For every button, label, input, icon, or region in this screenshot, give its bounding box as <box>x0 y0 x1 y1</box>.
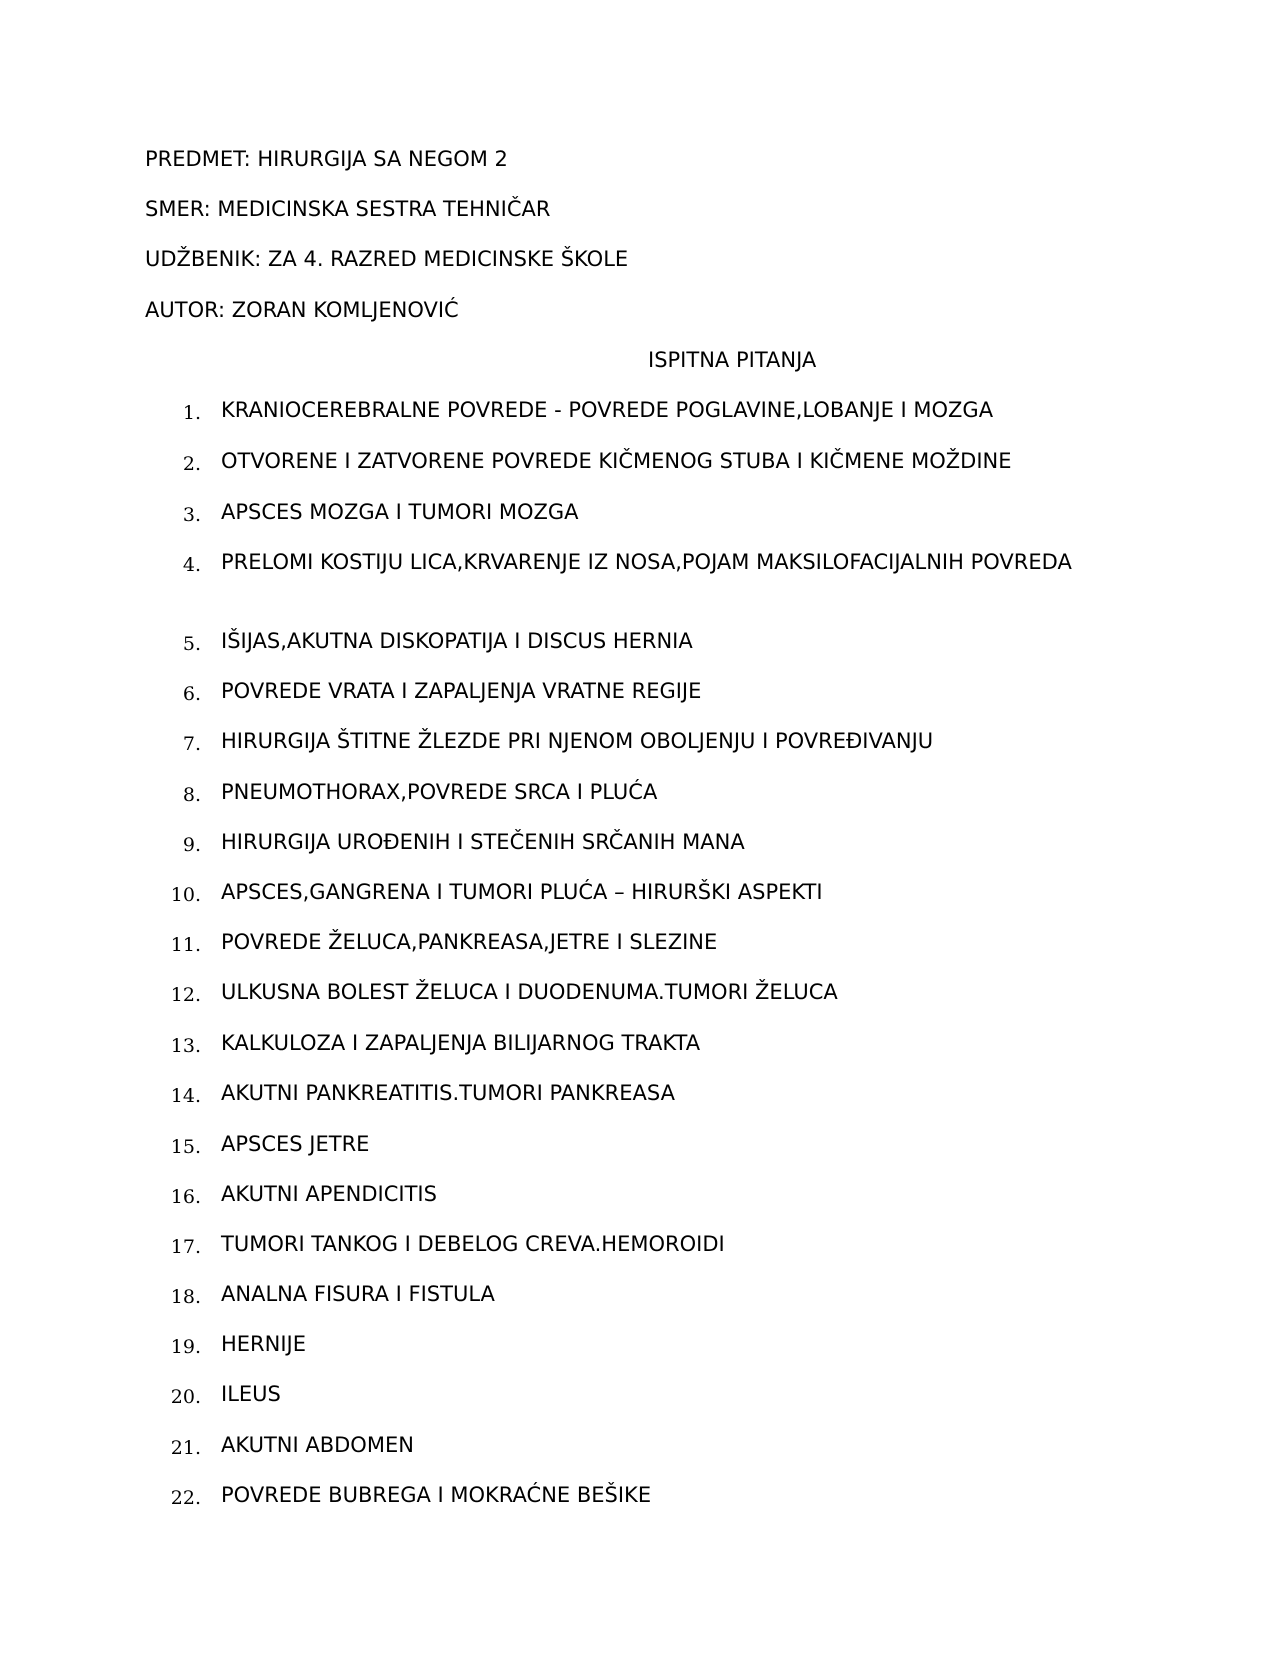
item-number: 13. <box>170 1035 201 1057</box>
item-number: 8. <box>182 784 201 806</box>
item-number: 2. <box>182 453 201 475</box>
item-number: 19. <box>170 1336 201 1358</box>
item-text: PRELOMI KOSTIJU LICA,KRVARENJE IZ NOSA,POJAM MAKSILOFACIJALNIH POVREDA <box>221 550 1072 574</box>
subject-line: PREDMET: HIRURGIJA SA NEGOM 2 <box>145 147 508 171</box>
item-number: 7. <box>182 733 201 755</box>
item-text: POVREDE ŽELUCA,PANKREASA,JETRE I SLEZINE <box>221 930 718 954</box>
item-text: ANALNA FISURA I FISTULA <box>221 1282 495 1306</box>
item-text: IŠIJAS,AKUTNA DISKOPATIJA I DISCUS HERNIA <box>221 629 693 653</box>
item-text: HERNIJE <box>221 1332 307 1356</box>
item-text: APSCES,GANGRENA I TUMORI PLUĆA – HIRURŠKI ASPEKTI <box>221 880 823 904</box>
item-number: 21. <box>170 1437 201 1459</box>
item-number: 1. <box>182 402 201 424</box>
item-text: HIRURGIJA ŠTITNE ŽLEZDE PRI NJENOM OBOLJENJU I POVREĐIVANJU <box>221 729 934 753</box>
course-line: SMER: MEDICINSKA SESTRA TEHNIČAR <box>145 197 551 221</box>
item-text: KRANIOCEREBRALNE POVREDE - POVREDE POGLAVINE,LOBANJE I MOZGA <box>221 398 994 422</box>
item-number: 12. <box>170 984 201 1006</box>
item-number: 15. <box>170 1136 201 1158</box>
item-number: 5. <box>182 633 201 655</box>
item-number: 11. <box>170 934 201 956</box>
item-text: AKUTNI APENDICITIS <box>221 1182 437 1206</box>
item-number: 22. <box>170 1487 201 1509</box>
item-text: PNEUMOTHORAX,POVREDE SRCA I PLUĆA <box>221 780 658 804</box>
item-text: APSCES JETRE <box>221 1132 370 1156</box>
item-text: AKUTNI PANKREATITIS.TUMORI PANKREASA <box>221 1081 675 1105</box>
textbook-line: UDŽBENIK: ZA 4. RAZRED MEDICINSKE ŠKOLE <box>145 247 629 271</box>
item-number: 6. <box>182 683 201 705</box>
item-number: 14. <box>170 1085 201 1107</box>
item-text: OTVORENE I ZATVORENE POVREDE KIČMENOG STUBA I KIČMENE MOŽDINE <box>221 449 1012 473</box>
item-text: ULKUSNA BOLEST ŽELUCA I DUODENUMA.TUMORI ŽELUCA <box>221 980 838 1004</box>
item-text: APSCES MOZGA I TUMORI MOZGA <box>221 500 579 524</box>
item-text: POVREDE VRATA I ZAPALJENJA VRATNE REGIJE <box>221 679 702 703</box>
item-text: AKUTNI ABDOMEN <box>221 1433 414 1457</box>
item-number: 3. <box>182 504 201 526</box>
item-text: POVREDE BUBREGA I MOKRAĆNE BEŠIKE <box>221 1483 652 1507</box>
item-number: 20. <box>170 1386 201 1408</box>
item-number: 4. <box>182 554 201 576</box>
page-title: ISPITNA PITANJA <box>648 348 817 372</box>
item-text: ILEUS <box>221 1382 281 1406</box>
item-text: TUMORI TANKOG I DEBELOG CREVA.HEMOROIDI <box>221 1232 725 1256</box>
item-number: 9. <box>182 834 201 856</box>
item-number: 16. <box>170 1186 201 1208</box>
item-number: 18. <box>170 1286 201 1308</box>
item-number: 17. <box>170 1236 201 1258</box>
author-line: AUTOR: ZORAN KOMLJENOVIĆ <box>145 298 459 322</box>
item-text: HIRURGIJA UROĐENIH I STEČENIH SRČANIH MANA <box>221 830 745 854</box>
item-text: KALKULOZA I ZAPALJENJA BILIJARNOG TRAKTA <box>221 1031 701 1055</box>
item-number: 10. <box>170 884 201 906</box>
